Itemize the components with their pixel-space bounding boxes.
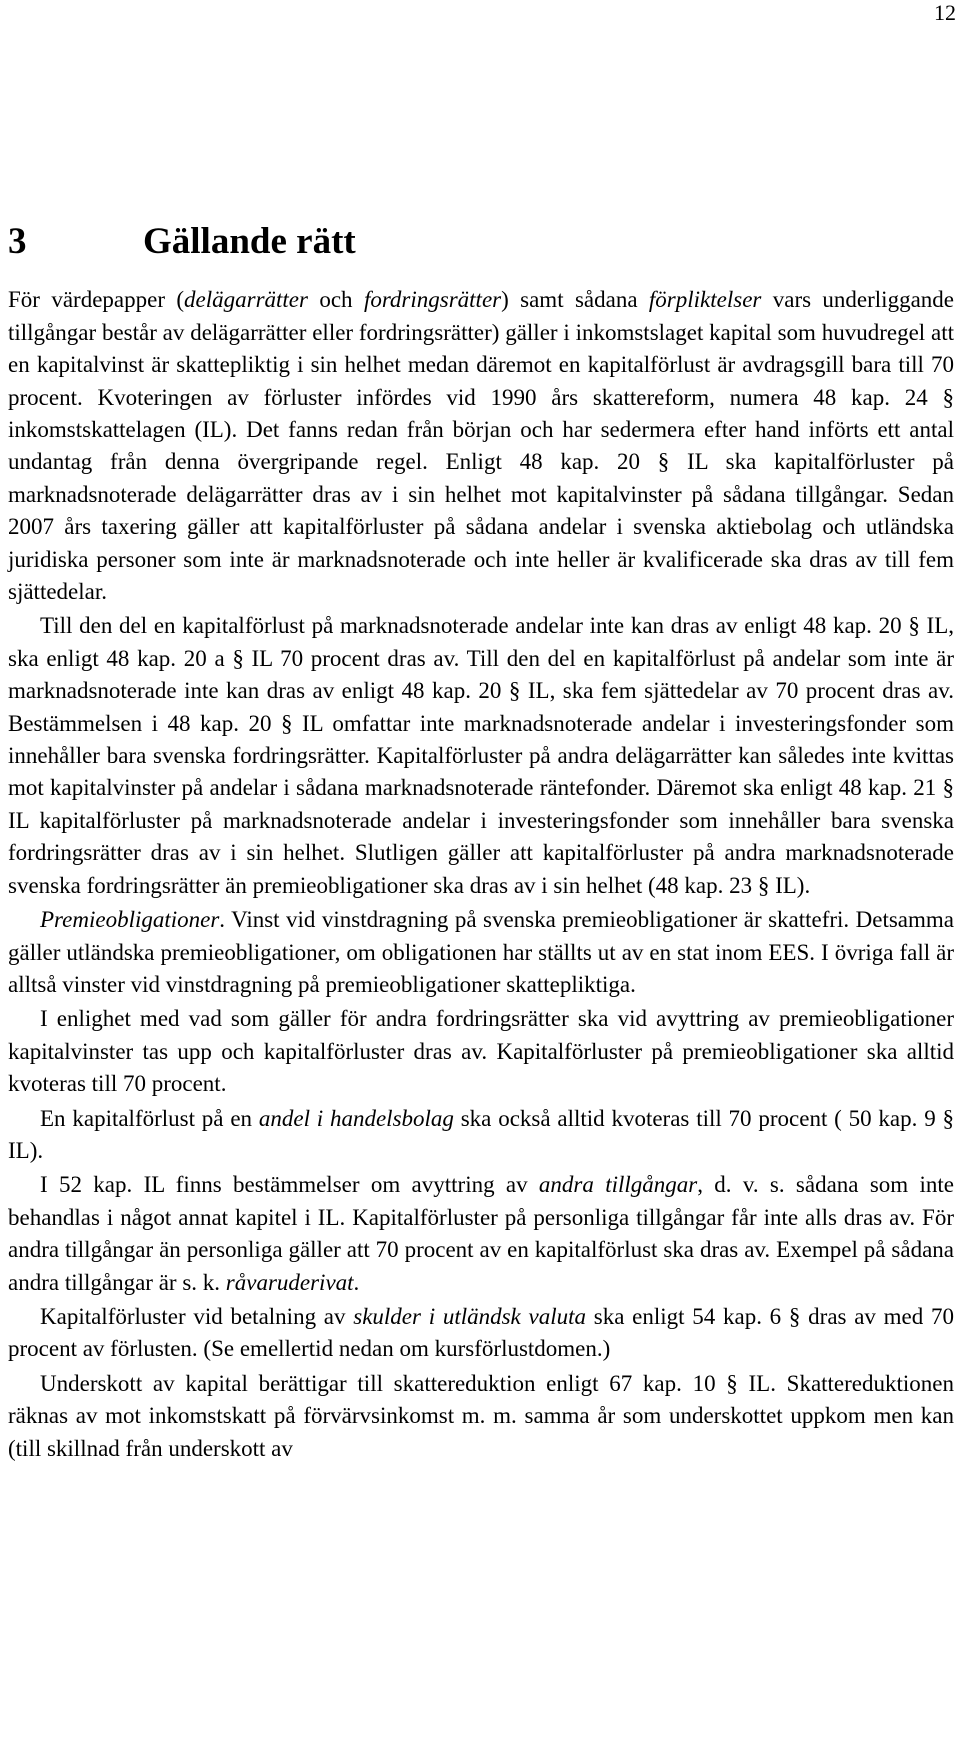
text-run: , d. v. s. sådana som inte behandlas i något annat kapitel i IL. Kapitalförluster på personliga tillgångar får inte alls dras av. För andra tillgångar än personliga gäller att 70 procent av en kapitalförlust ska dras av. Exempel på sådana andra tillgångar är s. k. <box>8 1172 954 1295</box>
italic-term: Premieobligationer <box>40 907 220 933</box>
text-run: I 52 kap. IL finns bestämmelser om avyttring av <box>40 1172 539 1198</box>
text-run: . <box>353 1269 360 1295</box>
page-number: 12 <box>934 0 956 25</box>
paragraph-6 <box>8 1169 954 1299</box>
italic-term: fordringsrätter <box>363 287 502 313</box>
italic-term: delägarrätter <box>184 287 308 313</box>
paragraph-5 <box>8 1103 954 1168</box>
text-run: ska också alltid kvoteras till 70 procent ( 50 kap. 9 § IL). <box>8 1105 955 1163</box>
italic-term: skulder i utländsk valuta <box>353 1303 586 1329</box>
italic-term: råvaruderivat <box>225 1269 354 1295</box>
paragraph-3 <box>8 904 954 1001</box>
paragraph-1 <box>8 284 954 608</box>
italic-term: andel i handelsbolag <box>258 1105 454 1131</box>
text-run: ska enligt 54 kap. 6 § dras av med 70 procent av förlusten. (Se emellertid nedan om kursförlustdomen.) <box>8 1303 954 1362</box>
text-run: En kapitalförlust på en <box>40 1105 259 1131</box>
text-run: ) samt sådana <box>501 287 649 313</box>
paragraph-4: I enlighet med vad som gäller för andra fordringsrätter ska vid avyttring av premieobligationer kapitalvinster tas upp och kapitalförluster dras av. Kapitalförluster på premieobligationer ska alltid kvoteras till 70 procent. <box>8 1006 954 1097</box>
section-title: Gällande rätt <box>143 221 356 262</box>
italic-term: förpliktelser <box>648 287 762 313</box>
text-run: . Vinst vid vinstdragning på svenska premieobligationer är skattefri. Detsamma gäller utländska premieobligationer, om obligationen har ställts ut av en stat inom EES. I övriga fall är alltså vinster vid vinstdragning på premieobligationer skattepliktiga. <box>8 907 954 997</box>
document-body <box>8 220 954 1465</box>
paragraph-2: Till den del en kapitalförlust på marknadsnoterade andelar inte kan dras av enligt 48 kap. 20 § IL, ska enligt 48 kap. 20 a § IL 70 procent dras av. Till den del en kapitalförlust på andelar som inte är marknadsnoterade inte kan dras av enligt 48 kap. 20 § IL, ska fem sjättedelar av 70 procent dras av. Bestämmelsen i 48 kap. 20 § IL omfattar inte marknadsnoterade andelar i investeringsfonder som innehåller bara svenska fordringsrätter. Kapitalförluster på andra delägarrätter kan således inte kvittas mot kapitalvinster på andelar i sådana marknadsnoterade räntefonder. Däremot ska enligt 48 kap. 21 § IL kapitalförluster på marknadsnoterade andelar i investeringsfonder som innehåller bara svenska fordringsrätter dras av i sin helhet. Slutligen gäller att kapitalförluster på andra marknadsnoterade svenska fordringsrätter än premieobligationer ska dras av i sin helhet (48 kap. 23 § IL). <box>8 613 954 898</box>
text-run: Kapitalförluster vid betalning av <box>40 1303 354 1329</box>
paragraph-8: Underskott av kapital berättigar till skattereduktion enligt 67 kap. 10 § IL. Skattereduktionen räknas av mot inkomstskatt på förvärvsinkomst m. m. samma år som underskottet uppkom men kan (till skillnad från underskott av <box>8 1370 954 1461</box>
text-run: och <box>307 287 364 313</box>
italic-term: andra tillgångar <box>538 1172 698 1198</box>
text-run: För värdepapper ( <box>8 287 185 313</box>
section-heading <box>8 220 954 264</box>
text-run: vars underliggande tillgångar består av delägarrätter eller fordringsrätter) gäller i inkomstslaget kapital som huvudregel att en kapitalvinst är skattepliktig i sin helhet medan däremot en kapitalförlust är avdragsgill bara till 70 procent. Kvoteringen av förluster infördes vid 1990 års skattereform, numera 48 kap. 24 § inkomstskattelagen (IL). Det fanns redan från början och har sedermera efter hand införts ett antal undantag från denna övergripande regel. Enligt 48 kap. 20 § IL ska kapitalförluster på marknadsnoterade delägarrätter dras av i sin helhet mot kapitalvinster på sådana tillgångar. Sedan 2007 års taxering gäller att kapitalförluster på sådana andelar i svenska aktiebolag och utländska juridiska personer som inte är marknadsnoterade och inte heller är kvalificerade ska dras av till fem sjättedelar. <box>8 287 954 605</box>
paragraph-7 <box>8 1301 954 1366</box>
section-number: 3 <box>8 221 27 262</box>
